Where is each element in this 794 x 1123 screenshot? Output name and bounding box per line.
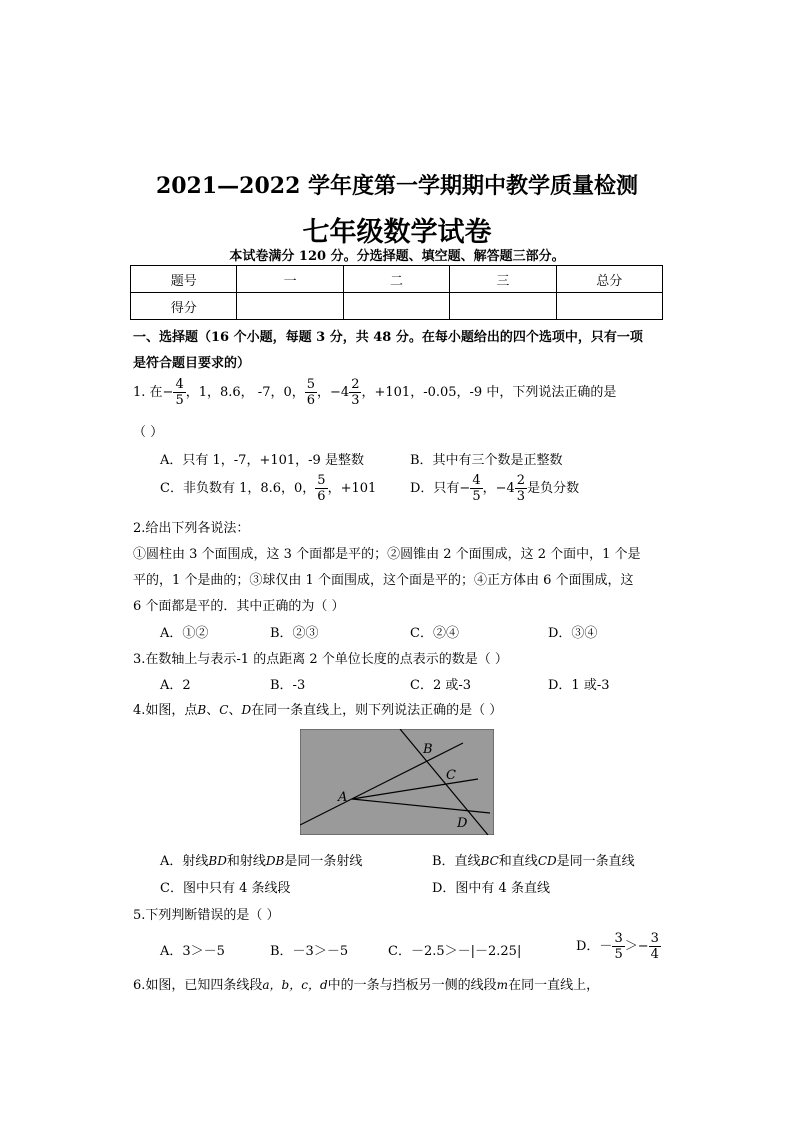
q4-point-b: B bbox=[197, 703, 207, 717]
q2-option-a[interactable]: A．①② bbox=[160, 626, 209, 641]
q2-line2: 平的，1 个是曲的；③球仅由 1 个面围成，这个面是平的；④正方体由 6 个面围成，这 bbox=[133, 573, 634, 588]
q5-option-d-mid: ＞− bbox=[624, 939, 649, 954]
section1-heading-line1: 一、选择题（16 个小题，每题 3 分，共 48 分。在每小题给出的四个选项中，只有一项 bbox=[133, 330, 643, 345]
q1-option-b[interactable]: B．其中有三个数是正整数 bbox=[410, 453, 563, 468]
q5-option-c[interactable]: C．－2.5＞－|－2.25| bbox=[388, 944, 522, 959]
q1-option-d-frac1 bbox=[470, 473, 482, 504]
q3-option-d[interactable]: D．1 或-3 bbox=[548, 678, 610, 693]
frac-numerator: 4 bbox=[175, 377, 184, 392]
score-row-label: 得分 bbox=[131, 293, 237, 320]
q1-option-c[interactable] bbox=[160, 472, 376, 506]
frac-denominator: 6 bbox=[306, 393, 316, 408]
q4-option-b-cd: CD bbox=[537, 854, 557, 868]
score-cell[interactable] bbox=[343, 293, 449, 320]
q4-option-b-bc: BC bbox=[480, 854, 499, 868]
q1-stem bbox=[133, 376, 616, 410]
q4-stem bbox=[133, 699, 502, 718]
frac-denominator: 5 bbox=[614, 947, 623, 962]
exam-title-line1: 2021—2022 学年度第一学期期中教学质量检测 bbox=[155, 173, 639, 199]
q6-stem bbox=[133, 974, 599, 993]
q1-frac2 bbox=[305, 377, 317, 408]
q2-option-d[interactable]: D．③④ bbox=[548, 626, 598, 641]
label-d: D bbox=[457, 816, 468, 831]
q2-option-b[interactable]: B．②③ bbox=[270, 626, 319, 641]
score-cell[interactable] bbox=[450, 293, 556, 320]
q4-point-c: C bbox=[219, 703, 229, 717]
frac-denominator: 4 bbox=[650, 947, 659, 962]
label-c: C bbox=[446, 768, 456, 783]
frac-numerator: 3 bbox=[650, 931, 659, 946]
q1-prefix: 1. 在 bbox=[133, 385, 163, 400]
q3-option-b[interactable]: B．-3 bbox=[270, 678, 306, 693]
q2-line1: ①圆柱由 3 个面围成，这 3 个面都是平的；②圆锥由 2 个面围成，这 2 个面中，1 个是 bbox=[133, 547, 641, 562]
q1-option-c-post: ，+101 bbox=[327, 481, 377, 496]
q5-option-b[interactable]: B．－3＞－5 bbox=[270, 944, 349, 959]
q4-option-a-mid: 和射线 bbox=[226, 854, 266, 869]
q3-stem: 3.在数轴上与表示-1 的点距离 2 个单位长度的点表示的数是（ ） bbox=[133, 652, 508, 667]
score-header-cell: 一 bbox=[237, 266, 343, 293]
label-a: A bbox=[338, 790, 348, 805]
score-header-cell: 总分 bbox=[556, 266, 662, 293]
q6-var-m: m bbox=[496, 978, 509, 992]
q4-sep: 、 bbox=[206, 703, 220, 718]
q1-part4: ，+101，-0.05，-9 中，下列说法正确的是 bbox=[361, 385, 617, 400]
q1-neg: − bbox=[162, 385, 174, 400]
q2-option-c[interactable]: C．②④ bbox=[410, 626, 459, 641]
q5-option-a[interactable]: A．3＞－5 bbox=[160, 944, 225, 959]
q5-stem: 5.下列判断错误的是（ ） bbox=[133, 908, 280, 923]
q1-option-d-pre: D．只有− bbox=[410, 481, 471, 496]
q4-option-a[interactable] bbox=[160, 850, 362, 869]
q5-option-d-frac2 bbox=[649, 931, 661, 962]
q3-option-a[interactable]: A．2 bbox=[160, 678, 191, 693]
frac-denominator: 6 bbox=[317, 489, 326, 504]
q6-stem-pre: 6.如图，已知四条线段 bbox=[133, 978, 263, 993]
score-header-cell: 三 bbox=[450, 266, 556, 293]
q1-option-c-frac bbox=[315, 473, 327, 504]
q4-option-d[interactable]: D．图中有 4 条直线 bbox=[432, 881, 550, 896]
q5-option-d-pre: D．－ bbox=[576, 939, 613, 954]
frac-numerator: 2 bbox=[351, 377, 360, 392]
score-table bbox=[130, 265, 663, 320]
q1-part2: ，1，8.6， -7，0， bbox=[185, 385, 305, 400]
q4-stem-post: 在同一条直线上，则下列说法正确的是（ ） bbox=[251, 703, 503, 718]
section1-heading-line2: 是符合题目要求的） bbox=[133, 356, 251, 371]
q2-line3: 6 个面都是平的．其中正确的为（ ） bbox=[133, 599, 345, 614]
q6-stem-post: 在同一直线上， bbox=[508, 978, 600, 993]
frac-denominator: 3 bbox=[516, 489, 526, 504]
q4-line-figure bbox=[300, 729, 494, 835]
q6-stem-mid: 中的一条与挡板另一侧的线段 bbox=[327, 978, 497, 993]
q5-option-d-frac1 bbox=[612, 931, 624, 962]
q4-option-a-db: DB bbox=[265, 854, 285, 868]
frac-denominator: 3 bbox=[351, 393, 360, 408]
frac-numerator: 2 bbox=[516, 473, 526, 488]
q1-option-a[interactable]: A．只有 1，-7，+101，-9 是整数 bbox=[160, 453, 364, 468]
exam-intro: 本试卷满分 120 分。分选择题、填空题、解答题三部分。 bbox=[229, 249, 565, 264]
q4-point-d: D bbox=[241, 703, 252, 717]
q4-stem-pre: 4.如图，点 bbox=[133, 703, 198, 718]
q1-frac1 bbox=[173, 377, 185, 408]
exam-title-line2: 七年级数学试卷 bbox=[302, 217, 492, 248]
score-header-cell: 二 bbox=[343, 266, 449, 293]
score-cell[interactable] bbox=[556, 293, 662, 320]
q4-option-a-post: 是同一条射线 bbox=[284, 854, 363, 869]
q5-option-d[interactable] bbox=[576, 930, 661, 964]
q1-option-d-frac2 bbox=[515, 473, 527, 504]
q4-option-b-mid: 和直线 bbox=[498, 854, 538, 869]
q1-option-d-mid: ，−4 bbox=[482, 481, 515, 496]
frac-denominator: 5 bbox=[472, 489, 481, 504]
frac-numerator: 5 bbox=[306, 377, 316, 392]
frac-numerator: 5 bbox=[317, 473, 326, 488]
label-b: B bbox=[423, 742, 433, 757]
frac-numerator: 4 bbox=[472, 473, 481, 488]
score-header-cell: 题号 bbox=[131, 266, 237, 293]
frac-denominator: 5 bbox=[175, 393, 184, 408]
q6-vars: a，b，c，d bbox=[262, 978, 328, 992]
score-cell[interactable] bbox=[237, 293, 343, 320]
q1-option-d[interactable] bbox=[410, 472, 579, 506]
q4-option-b[interactable] bbox=[432, 850, 635, 869]
q2-stem: 2.给出下列各说法： bbox=[133, 521, 250, 536]
q1-answer-paren[interactable]: （ ） bbox=[133, 425, 164, 440]
frac-numerator: 3 bbox=[614, 931, 623, 946]
q1-option-d-post: 是负分数 bbox=[527, 481, 580, 496]
q4-option-a-pre: A．射线 bbox=[160, 854, 209, 869]
q4-sep: 、 bbox=[228, 703, 242, 718]
q4-option-b-pre: B．直线 bbox=[432, 854, 481, 869]
q1-part3: ，−4 bbox=[317, 385, 350, 400]
q1-option-c-pre: C．非负数有 1，8.6，0， bbox=[160, 481, 316, 496]
q4-option-c[interactable]: C．图中只有 4 条线段 bbox=[160, 881, 291, 896]
q3-option-c[interactable]: C．2 或-3 bbox=[410, 678, 472, 693]
score-table-row bbox=[131, 293, 663, 320]
q4-option-b-post: 是同一条直线 bbox=[556, 854, 635, 869]
q1-frac3 bbox=[349, 377, 361, 408]
score-table-header-row bbox=[131, 266, 663, 293]
q4-option-a-bd: BD bbox=[208, 854, 227, 868]
